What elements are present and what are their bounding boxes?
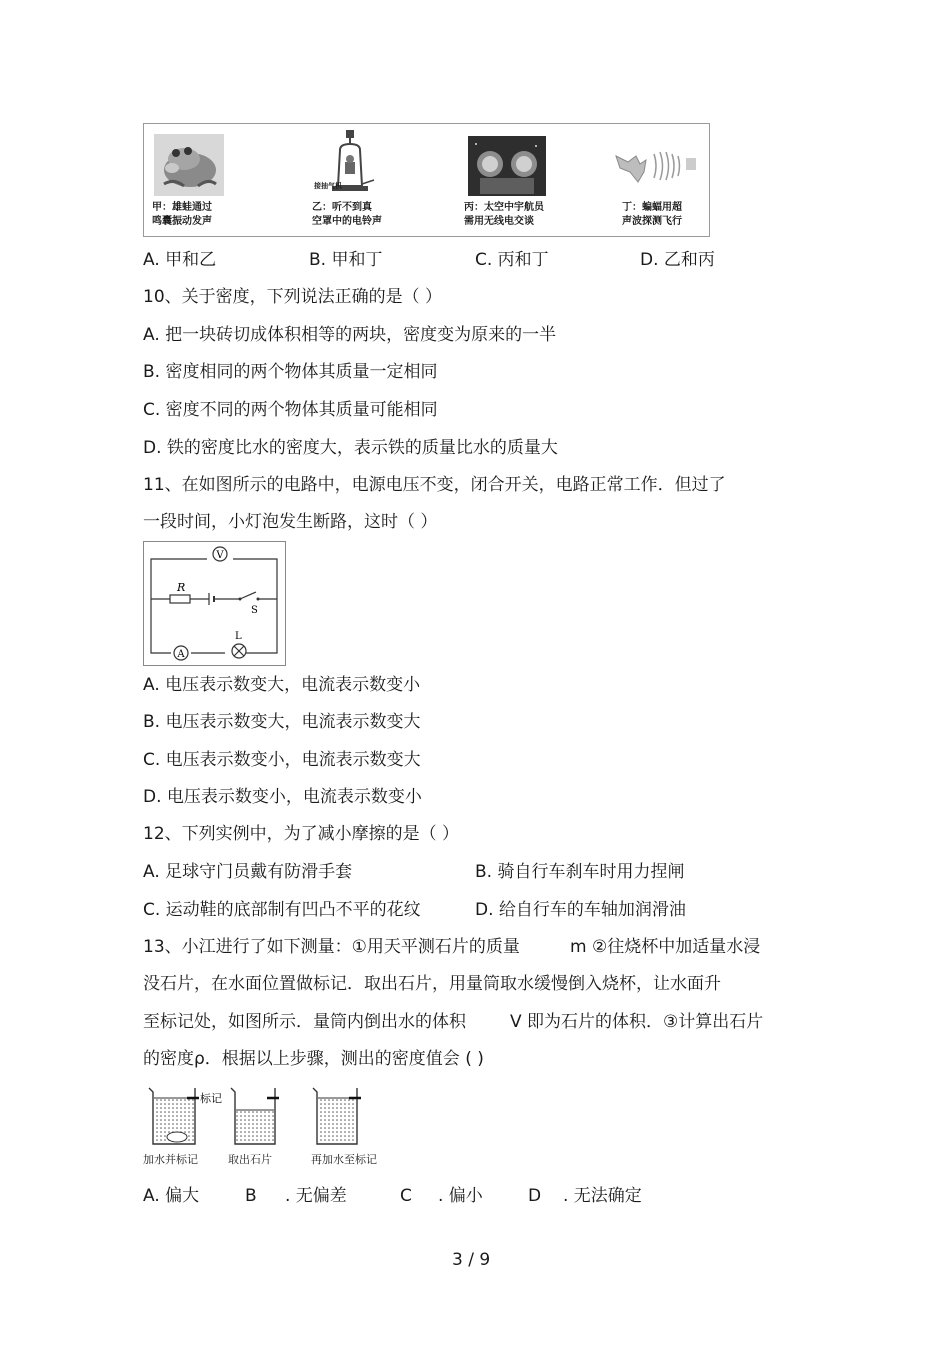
beaker-caption-2: 取出石片 [228, 1153, 272, 1166]
q10-option-a: A. 把一块砖切成体积相等的两块，密度变为原来的一半 [143, 325, 557, 345]
q9-caption-4b: 声波探测飞行 [622, 216, 682, 227]
q13-line3a: 至标记处，如图所示．量筒内倒出水的体积 [143, 1012, 466, 1032]
q12-option-d: D. 给自行车的车轴加润滑油 [475, 900, 686, 920]
q9-caption-4a: 丁：蝙蝠用超 [622, 202, 682, 213]
q13-line1a: 13、小江进行了如下测量：①用天平测石片的质量 [143, 937, 520, 957]
beaker-caption-1: 加水并标记 [143, 1153, 198, 1166]
mark-label: 标记 [200, 1092, 222, 1105]
q12-option-b: B. 骑自行车刹车时用力捏闸 [475, 862, 685, 882]
q9-option-a: A. 甲和乙 [143, 250, 217, 270]
page-number: 3 / 9 [452, 1250, 491, 1270]
q12-option-a: A. 足球守门员戴有防滑手套 [143, 862, 353, 882]
q12-stem: 12、下列实例中，为了减小摩擦的是（ ） [143, 824, 460, 844]
q10-stem: 10、关于密度，下列说法正确的是（ ） [143, 287, 443, 307]
q9-caption-2b: 空罩中的电铃声 [312, 216, 382, 227]
q11-option-c: C. 电压表示数变小，电流表示数变大 [143, 750, 421, 770]
lamp-label: L [235, 631, 242, 642]
q13-option-a: A. 偏大 [143, 1186, 200, 1206]
q13-beaker-figure [143, 1082, 403, 1152]
q9-caption-3a: 丙：太空中宇航员 [464, 202, 544, 213]
pump-label: 接抽气机 [314, 182, 342, 190]
q13-option-d-text: . 无法确定 [563, 1186, 642, 1206]
resistor-label: R [177, 581, 186, 594]
q13-option-c-letter: C [400, 1186, 412, 1206]
q13-option-b-letter: B [245, 1186, 257, 1206]
beaker-caption-3: 再加水至标记 [311, 1153, 377, 1166]
ammeter-label: A [177, 649, 185, 660]
q13-option-c-text: . 偏小 [438, 1186, 483, 1206]
q13-line2: 没石片，在水面位置做标记．取出石片，用量筒取水缓慢倒入烧杯，让水面升 [143, 974, 721, 994]
q9-caption-2a: 乙：听不到真 [312, 202, 372, 213]
beaker-3 [313, 1088, 361, 1144]
q9-caption-1a: 甲：雄蛙通过 [152, 202, 212, 213]
q11-option-a: A. 电压表示数变大，电流表示数变小 [143, 675, 421, 695]
q10-option-d: D. 铁的密度比水的密度大，表示铁的质量比水的质量大 [143, 438, 558, 458]
q9-option-b: B. 甲和丁 [309, 250, 383, 270]
q11-stem-line1: 11、在如图所示的电路中，电源电压不变，闭合开关，电路正常工作．但过了 [143, 475, 726, 495]
q13-option-b-text: . 无偏差 [285, 1186, 347, 1206]
voltmeter-label: V [216, 550, 224, 561]
q13-line1b: m ②往烧杯中加适量水浸 [570, 937, 761, 957]
q13-option-d-letter: D [528, 1186, 542, 1206]
switch-symbol [240, 592, 256, 599]
q11-stem-line2: 一段时间，小灯泡发生断路，这时（ ） [143, 512, 438, 532]
frog-image [154, 134, 224, 196]
bat-image [610, 142, 702, 192]
q9-caption-3b: 需用无线电交谈 [464, 216, 534, 227]
q12-option-c: C. 运动鞋的底部制有凹凸不平的花纹 [143, 900, 421, 920]
q11-circuit-diagram [143, 541, 286, 666]
switch-label: S [251, 605, 258, 616]
astronaut-image [468, 136, 546, 196]
q10-option-b: B. 密度相同的两个物体其质量一定相同 [143, 362, 438, 382]
q9-caption-1b: 鸣囊振动发声 [152, 216, 212, 227]
q13-line4: 的密度ρ．根据以上步骤，测出的密度值会 ( ) [143, 1049, 484, 1069]
q13-line3b: V 即为石片的体积．③计算出石片 [510, 1012, 764, 1032]
beaker-2 [231, 1088, 279, 1144]
beaker-1 [149, 1088, 199, 1144]
q9-option-c: C. 丙和丁 [475, 250, 549, 270]
q11-option-b: B. 电压表示数变大，电流表示数变大 [143, 712, 421, 732]
q10-option-c: C. 密度不同的两个物体其质量可能相同 [143, 400, 438, 420]
q9-figure-strip [143, 123, 710, 237]
q11-option-d: D. 电压表示数变小，电流表示数变小 [143, 787, 422, 807]
resistor-symbol [170, 595, 190, 603]
q9-option-d: D. 乙和丙 [640, 250, 715, 270]
